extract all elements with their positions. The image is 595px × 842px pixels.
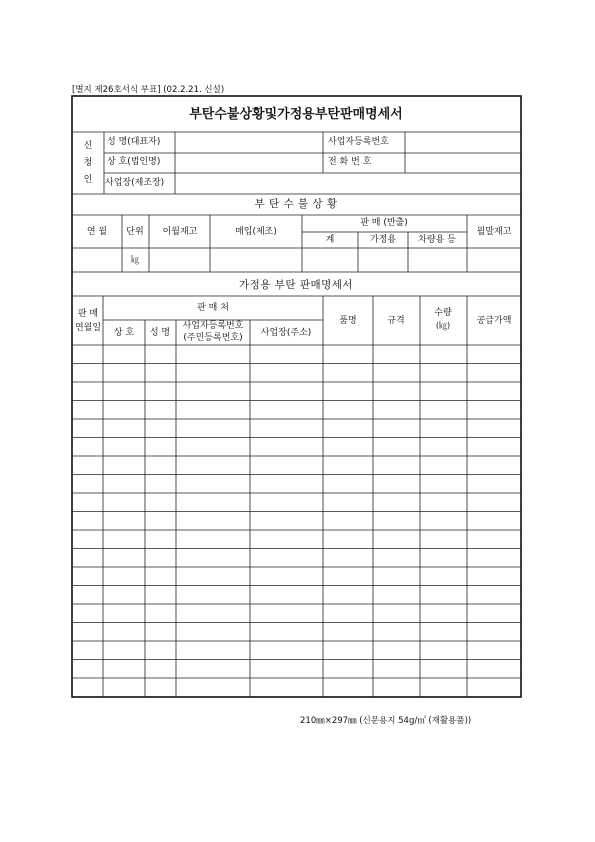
header-sales: 판 매 (반출) [360,218,408,228]
header-product: 품명 [339,316,357,326]
header-biz-reg-line2: (주민등록번호) [183,333,243,343]
header-qty-line2: (㎏) [435,321,451,330]
header-name: 성 명 [149,328,171,338]
form-code: [별지 제26호서식 부표] (02.2.21. 신설) [72,85,225,95]
name-label: 성 명(대표자) [107,137,161,147]
site-label: 사업장(제조장) [105,178,165,188]
biz-reg-label: 사업자등록번호 [328,137,389,147]
header-address: 사업장(주소) [260,328,312,338]
header-sales-total: 계 [325,235,335,245]
applicant-label-char-1: 신 [83,141,93,151]
header-buyer: 판 매 처 [197,303,229,313]
company-label: 상 호(법인명) [107,157,161,167]
header-qty-line1: 수량 [434,308,452,318]
header-sales-household: 가정용 [369,235,397,245]
form-title: 부탄수불상황및가정용부탄판매명세서 [189,107,403,122]
phone-label: 전 화 번 호 [328,157,372,167]
applicant-label-char-2: 청 [83,158,93,168]
header-year-month: 연 월 [86,227,108,237]
header-purchase: 매입(제조) [235,227,277,237]
unit-value: ㎏ [131,255,139,264]
applicant-label-char-3: 인 [83,175,93,185]
paper-spec-footer: 210㎜×297㎜ (신문용지 54g/㎡ (재활용품)) [300,716,472,726]
header-company: 상 호 [113,328,135,338]
header-month-end: 월말재고 [476,227,512,237]
header-sale-date-line2: 연월일 [74,323,102,333]
section2-title: 가정용 부탄 판매명세서 [238,279,354,291]
header-sales-vehicle: 차량용 등 [418,235,456,245]
section1-title: 부 탄 수 불 상 황 [254,198,338,210]
header-supply-value: 공급가액 [476,316,512,326]
header-unit: 단위 [126,227,144,237]
header-sale-date-line1: 판 매 [77,309,99,319]
header-carryover: 이월재고 [162,227,198,237]
header-biz-reg-line1: 사업자등록번호 [182,321,244,331]
header-spec: 규격 [387,316,405,326]
